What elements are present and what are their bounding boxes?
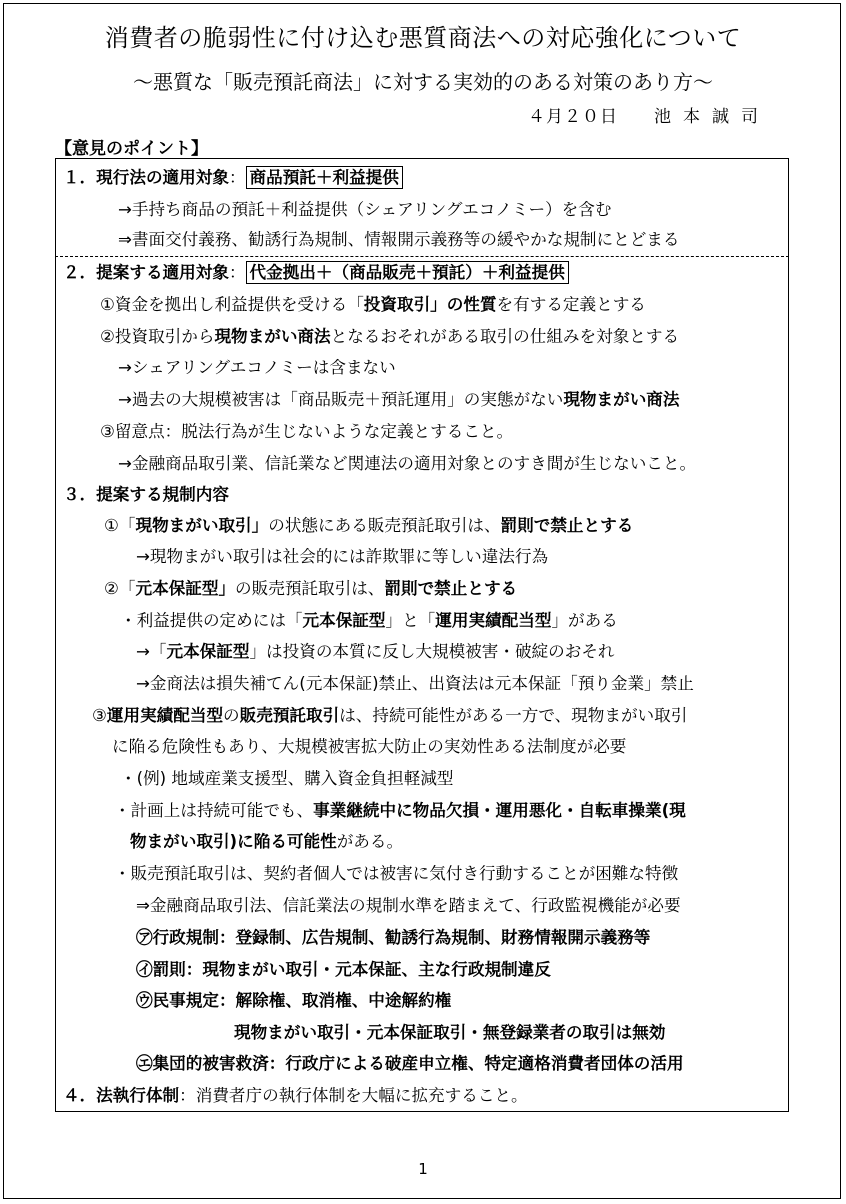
colon: ： bbox=[228, 168, 246, 187]
text: ①資金を拠出し利益提供を受ける「 bbox=[100, 295, 364, 314]
text: の状態にある販売預託取引は、 bbox=[268, 516, 501, 535]
section-3-line-4 bbox=[120, 611, 618, 631]
text: がある。 bbox=[336, 832, 404, 851]
section-3-line-1 bbox=[104, 516, 633, 536]
section-3-line-14: ㋐行政規制：登録制、広告規制、勧誘行為規制、財務情報開示義務等 bbox=[136, 928, 651, 947]
text: →過去の大規模被害は「商品販売＋預託運用」の実態がない bbox=[118, 390, 564, 409]
document-subtitle: ～悪質な「販売預託商法」に対する実効的のある対策のあり方～ bbox=[133, 70, 713, 94]
section-1-heading bbox=[63, 168, 403, 188]
section-3-line-12: ・販売預託取引は、契約者個人では被害に気付き行動することが困難な特徴 bbox=[114, 864, 679, 883]
text: 」は投資の本質に反し大規模被害・破綻のおそれ bbox=[249, 642, 615, 661]
bold-text: 運用実績配当型 bbox=[435, 611, 552, 630]
text: となるおそれがある取引の仕組みを対象とする bbox=[330, 327, 680, 346]
text: を有する定義とする bbox=[496, 295, 646, 314]
date: ４月２０日 bbox=[528, 107, 618, 127]
section-3-line-7 bbox=[92, 706, 687, 726]
section-3-heading: ３．提案する規制内容 bbox=[63, 485, 229, 504]
section-3-line-17: 現物まがい取引・元本保証取引・無登録業者の取引は無効 bbox=[234, 1023, 666, 1042]
text: の bbox=[223, 706, 240, 725]
section-2-label: ２．提案する適用対象 bbox=[63, 263, 229, 282]
section-2-line-2 bbox=[100, 327, 679, 347]
section-2-line-4 bbox=[118, 390, 680, 410]
section-3-line-6: →金商法は損失補てん(元本保証)禁止、出資法は元本保証「預り金業」禁止 bbox=[136, 674, 694, 693]
text: 」がある bbox=[551, 611, 618, 630]
section-2-boxed-term: 代金拠出＋（商品販売＋預託）＋利益提供 bbox=[246, 261, 569, 284]
bold-text: 事業継続中に物品欠損・運用悪化・自転車操業(現 bbox=[313, 801, 686, 820]
bold-text: 罰則で禁止とする bbox=[384, 579, 518, 598]
text: ①「 bbox=[104, 516, 136, 535]
section-2-line-6: →金融商品取引業、信託業など関連法の適用対象とのすき間が生じないこと。 bbox=[118, 454, 697, 473]
author: 池本誠司 bbox=[654, 107, 770, 127]
text: →「 bbox=[136, 642, 167, 661]
section-3-line-11 bbox=[130, 832, 403, 852]
colon: ： bbox=[228, 263, 246, 282]
bold-text: 現物まがい取引」 bbox=[135, 516, 269, 535]
section-4-line bbox=[63, 1086, 528, 1106]
bold-text: 現物まがい商法 bbox=[214, 327, 331, 346]
text: 」と「 bbox=[385, 611, 436, 630]
section-3-line-9: ・(例) 地域産業支援型、購入資金負担軽減型 bbox=[120, 769, 454, 788]
section-1-line-1: →手持ち商品の預託＋利益提供（シェアリングエコノミー）を含む bbox=[118, 200, 612, 219]
document-title: 消費者の脆弱性に付け込む悪質商法への対応強化について bbox=[104, 24, 742, 52]
text: ③ bbox=[92, 706, 107, 725]
section-3-line-18: ㋓集団的被害救済：行政庁による破産申立権、特定適格消費者団体の活用 bbox=[136, 1054, 684, 1073]
text: ②「 bbox=[104, 579, 136, 598]
bold-text: 販売預託取引 bbox=[239, 706, 340, 725]
points-heading: 【意見のポイント】 bbox=[55, 139, 208, 159]
section-2-line-5: ③留意点：脱法行為が生じないような定義とすること。 bbox=[100, 422, 514, 441]
text: の販売預託取引は、 bbox=[235, 579, 385, 598]
bold-text: 元本保証型 bbox=[302, 611, 386, 630]
text: ・計画上は持続可能でも、 bbox=[114, 801, 314, 820]
section-1-label: １．現行法の適用対象 bbox=[63, 168, 229, 187]
section-3-line-15: ㋑罰則：現物まがい取引・元本保証、主な行政規制違反 bbox=[136, 960, 551, 979]
page-number: 1 bbox=[418, 1160, 428, 1178]
date-author-line bbox=[528, 102, 770, 127]
bold-text: 物まがい取引)に陥る可能性 bbox=[130, 832, 337, 851]
bold-text: 元本保証型」 bbox=[135, 579, 236, 598]
bold-text: 罰則で禁止とする bbox=[500, 516, 634, 535]
bold-text: 現物まがい商法 bbox=[563, 390, 680, 409]
section-2-line-3: →シェアリングエコノミーは含まない bbox=[118, 358, 396, 377]
section-1-boxed-term: 商品預託＋利益提供 bbox=[246, 166, 403, 189]
section-divider bbox=[55, 256, 789, 257]
section-2-heading bbox=[63, 263, 569, 283]
section-3-line-16: ㋒民事規定：解除権、取消権、中途解約権 bbox=[136, 991, 452, 1010]
section-3-line-8: に陥る危険性もあり、大規模被害拡大防止の実効性ある法制度が必要 bbox=[112, 737, 627, 756]
section-2-line-1 bbox=[100, 295, 646, 315]
section-1-line-2: ⇒書面交付義務、勧誘行為規制、情報開示義務等の緩やかな規制にとどまる bbox=[118, 230, 680, 249]
section-3-line-10 bbox=[114, 801, 686, 821]
section-3-line-5 bbox=[136, 642, 615, 662]
bold-text: 元本保証型 bbox=[166, 642, 250, 661]
section-3-line-3 bbox=[104, 579, 517, 599]
section-3-line-2: →現物まがい取引は社会的には詐欺罪に等しい違法行為 bbox=[136, 547, 549, 566]
text: ・利益提供の定めには「 bbox=[120, 611, 303, 630]
bold-text: 投資取引」の性質 bbox=[363, 295, 497, 314]
text: ：消費者庁の執行体制を大幅に拡充すること。 bbox=[179, 1086, 528, 1105]
section-3-line-13: ⇒金融商品取引法、信託業法の規制水準を踏まえて、行政監視機能が必要 bbox=[136, 896, 681, 915]
section-4-label: ４．法執行体制 bbox=[63, 1086, 180, 1105]
text: は、持続可能性がある一方で、現物まがい取引 bbox=[339, 706, 688, 725]
text: ②投資取引から bbox=[100, 327, 215, 346]
bold-text: 運用実績配当型 bbox=[106, 706, 224, 725]
